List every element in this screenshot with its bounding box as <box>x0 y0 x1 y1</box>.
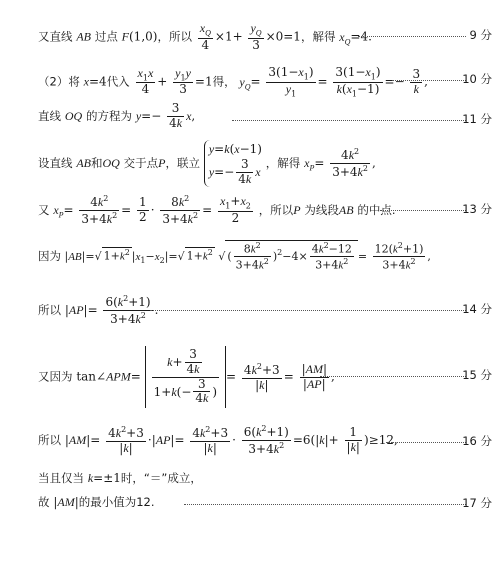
text: 故 <box>38 495 50 509</box>
dot-leader <box>150 310 466 311</box>
solution-line-4: 设直线 AB和OQ 交于点P，联立 y=k(x−1) y=− $\frac{3}{4k}$ x ，解得 $x_P=$ $\frac{4k^2}{3+4k^2}$ , <box>38 142 376 186</box>
score-15: 15 分 <box>462 368 492 382</box>
text: 又因为 <box>38 369 73 384</box>
text: 的方程为 <box>86 108 132 123</box>
solution-line-11: 故 |AM|的最小值为12. <box>38 495 155 509</box>
text: 过点 <box>94 29 118 44</box>
text: ，解得 <box>265 155 301 170</box>
text: ，所以 <box>258 202 294 217</box>
dot-leader <box>320 376 466 377</box>
solution-line-6: 因为 |AB|=√ $1+k^2$ $|x_1-x_2|=√$ $1+k^2$ √ ( $\frac{8k^2}{3+4k^2}$ )$^2$−4× $\frac{4k^2-12}{3+4k^2}$ = $\frac{12(k^2+1)}{3+4k^2}$ , <box>38 241 431 272</box>
score-9: 9 分 <box>469 28 492 42</box>
text: 代入 <box>106 74 130 89</box>
text: 所以 <box>38 302 61 317</box>
text: 得， <box>212 74 236 89</box>
solution-line-7: 所以 |AP|= $\frac{6(k^2+1)}{3+4k^2}$ . <box>38 294 159 326</box>
text: 的最小值为12. <box>78 495 155 509</box>
solution-line-5: 又 $x_P=$ $\frac{4k^2}{3+4k^2}$ = $\frac{1}{2}$ · $\frac{8k^2}{3+4k^2}$ = $\frac{x_1+x_2}{2}$ ，所以P 为线段AB 的中点. <box>38 194 396 226</box>
solution-line-8: 又因为 tan∠APM= k+ $\frac{3}{4k}$ 1+k(− $\frac{3}{4k}$ ) = $\frac{4k^2+3}{|k|}$ = $\frac{|AM|}{|AP|}$ , <box>38 346 490 408</box>
solution-line-9: 所以 |AM|= $\frac{4k^2+3}{|k|}$ ·|AP|= $\frac{4k^2+3}{|k|}$ · $\frac{6(k^2+1)}{3+4k^2}$ =6(|k|+ $\frac{1}{|k|}$ )≥12, <box>38 424 398 456</box>
text: 又 <box>38 202 50 217</box>
dot-leader <box>380 210 466 211</box>
text: 交于点 <box>123 155 159 170</box>
score-17: 17 分 <box>462 496 492 510</box>
solution-line-3: 直线 OQ 的方程为 y=− $\frac{3}{4k}$ x, <box>38 101 196 130</box>
solution-line-10: 当且仅当 k=±1时，“＝”成立， <box>38 471 202 485</box>
text: ，联立 <box>165 155 201 170</box>
text: 设直线 <box>38 155 73 170</box>
text: 当且仅当 <box>38 471 84 485</box>
dot-leader <box>392 80 466 81</box>
solution-line-1: 又直线 AB 过点 F(1,0)，所以 $\frac{x_Q}{4}$ ×1+ $\frac{y_Q}{3}$ ×0=1，解得 $x_Q=4$. <box>38 21 372 52</box>
text: 为线段 <box>304 202 339 217</box>
text: 的中点. <box>357 202 396 217</box>
score-13: 13 分 <box>462 202 492 216</box>
text: 又直线 <box>38 29 73 44</box>
text: 和 <box>91 155 103 170</box>
text: ，解得 <box>300 29 336 44</box>
dot-leader <box>232 120 466 121</box>
dot-leader <box>386 442 466 443</box>
text: （2）将 <box>38 74 80 89</box>
text: 直线 <box>38 108 61 123</box>
text: ，所以 <box>157 29 192 44</box>
text: 所以 <box>38 432 61 447</box>
text: 因为 <box>38 248 61 263</box>
text: 时，“＝”成立， <box>120 471 202 485</box>
dot-leader <box>358 36 466 37</box>
score-11: 11 分 <box>462 112 492 126</box>
dot-leader <box>184 504 466 505</box>
score-16: 16 分 <box>462 434 492 448</box>
score-10: 10 分 <box>462 72 492 86</box>
solution-line-2: （2）将 x=4代入 $\frac{x_1x}{4}$ + $\frac{y_1y}{3}$ =1得， $y_Q=$ $\frac{3(1-x_1)}{y_1}$ = $\frac{3(1-x_1)}{k(x_1-1)}$ =− $\frac{3}{k}$ , <box>38 65 428 98</box>
score-14: 14 分 <box>462 302 492 316</box>
